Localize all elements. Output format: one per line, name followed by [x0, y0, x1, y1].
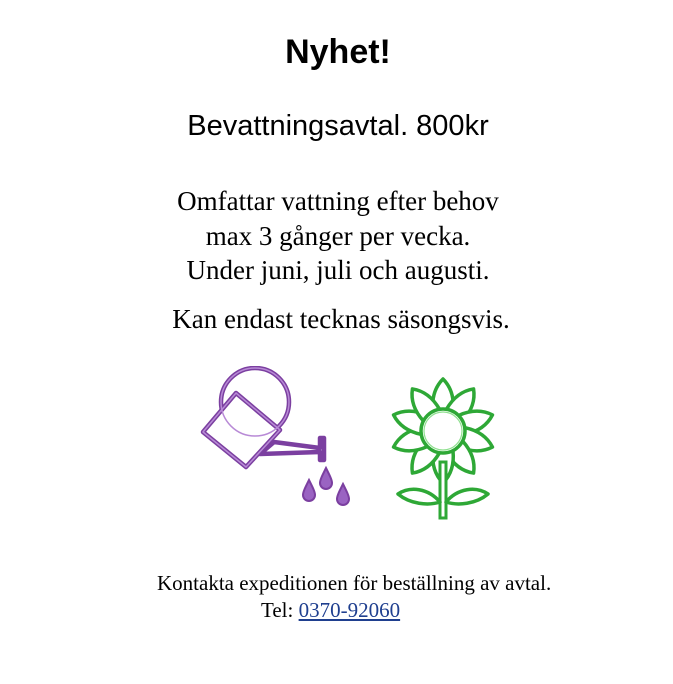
contact-text: Kontakta expeditionen för beställning av avtal.: [157, 571, 552, 595]
description-line-2: max 3 gånger per vecka.: [205, 221, 471, 251]
description-line-3: Under juni, juli och augusti.: [186, 255, 490, 285]
page-title: Nyhet!: [285, 33, 391, 71]
phone-link[interactable]: 0370-92060: [298, 598, 401, 622]
phone-label: Tel:: [261, 598, 299, 622]
description-line-1: Omfattar vattning efter behov: [177, 186, 499, 216]
flower-icon: [388, 376, 498, 524]
offer-title: Bevattningsavtal. 800kr: [187, 110, 489, 142]
description-line-4: Kan endast tecknas säsongsvis.: [172, 304, 510, 334]
watering-can-icon: [198, 366, 358, 506]
phone-line: [261, 597, 400, 624]
